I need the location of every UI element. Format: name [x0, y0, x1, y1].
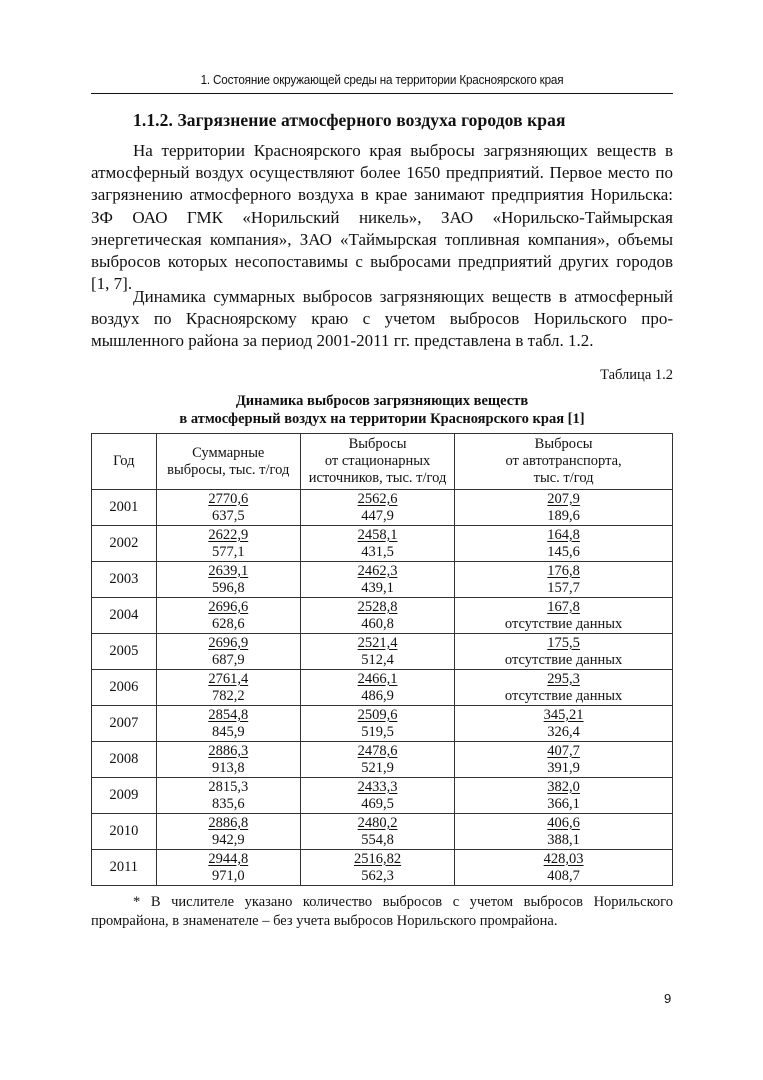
cell-year: 2004	[92, 598, 157, 634]
numerator: 295,3	[547, 670, 580, 687]
table-row	[92, 706, 673, 742]
header-total-line-2: выбросы, тыс. т/год	[167, 461, 290, 478]
denominator: 845,9	[211, 723, 245, 740]
denominator: отсутствие данных	[504, 651, 623, 668]
cell-transport	[455, 670, 673, 706]
denominator: 157,7	[547, 579, 580, 596]
denominator: 835,6	[211, 795, 245, 812]
header-stationary-line-1: Выбросы	[348, 436, 407, 452]
cell-total	[156, 670, 300, 706]
running-header: 1. Состояние окружающей среды на территории Красноярского края	[200, 72, 564, 87]
cell-transport	[455, 562, 673, 598]
cell-year: 2003	[92, 562, 157, 598]
numerator: 382,0	[547, 778, 580, 795]
cell-year: 2001	[92, 490, 157, 526]
numerator: 2509,6	[357, 706, 398, 723]
numerator: 2480,2	[357, 814, 398, 831]
header-stationary-line-2: от стационарных	[324, 453, 431, 469]
header-rule	[91, 93, 673, 94]
cell-stationary	[300, 670, 454, 706]
denominator: 521,9	[361, 759, 394, 776]
table-caption	[91, 392, 673, 428]
denominator: 512,4	[361, 651, 394, 668]
header-year	[92, 434, 157, 490]
numerator: 2854,8	[208, 706, 249, 723]
cell-stationary	[300, 490, 454, 526]
table-caption-line-1: Динамика выбросов загрязняющих веществ	[235, 393, 529, 409]
denominator: 439,1	[361, 579, 394, 596]
denominator: 447,9	[361, 507, 394, 524]
paragraph-1: На территории Красноярского края выбросы загрязняющих веществ в атмосферный воздух осуществляют более 1650 предприятий. Первое место по загрязнению атмосферного воздуха в крае занимают предприятия Норильска: ЗФ ОАО ГМК «Норильский никель», ЗАО «Норильско-Таймырская энергетическая компания», ЗАО «Таймырская топливная компания», объемы выбросов которых несопоставимы с выбросами предприятий других городов [1, 7].	[91, 141, 673, 294]
cell-transport	[455, 850, 673, 886]
cell-total	[156, 778, 300, 814]
denominator: 366,1	[547, 795, 580, 812]
cell-year: 2009	[92, 778, 157, 814]
numerator: 164,8	[547, 526, 580, 543]
cell-total	[156, 634, 300, 670]
numerator: 2761,4	[208, 670, 249, 687]
cell-total	[156, 526, 300, 562]
header-stationary-line-3: источников, тыс. т/год	[308, 470, 447, 486]
denominator: 577,1	[211, 543, 245, 560]
table-row	[92, 634, 673, 670]
numerator: 175,5	[547, 634, 580, 651]
header-transport	[455, 434, 673, 490]
denominator: 519,5	[361, 723, 394, 740]
cell-transport	[455, 706, 673, 742]
cell-transport	[455, 778, 673, 814]
cell-year: 2002	[92, 526, 157, 562]
cell-year: 2007	[92, 706, 157, 742]
table-row	[92, 670, 673, 706]
cell-year: 2006	[92, 670, 157, 706]
cell-total	[156, 562, 300, 598]
header-stationary	[300, 434, 454, 490]
denominator: 408,7	[547, 867, 580, 884]
denominator: 596,8	[211, 579, 245, 596]
cell-transport	[455, 742, 673, 778]
table-row	[92, 598, 673, 634]
table-row	[92, 814, 673, 850]
cell-stationary	[300, 598, 454, 634]
cell-transport	[455, 634, 673, 670]
cell-stationary	[300, 706, 454, 742]
cell-transport	[455, 526, 673, 562]
denominator: 913,8	[211, 759, 245, 776]
table-row	[92, 850, 673, 886]
numerator: 428,03	[543, 850, 584, 867]
cell-transport	[455, 814, 673, 850]
numerator: 345,21	[543, 706, 584, 723]
header-transport-line-3: тыс. т/год	[533, 470, 594, 486]
numerator: 2815,3	[208, 778, 249, 795]
table-caption-line-2: в атмосферный воздух на территории Красноярского края [1]	[179, 411, 585, 427]
numerator: 2696,9	[208, 634, 249, 651]
denominator: 326,4	[547, 723, 580, 740]
denominator: 431,5	[361, 543, 394, 560]
cell-stationary	[300, 562, 454, 598]
denominator: 637,5	[211, 507, 245, 524]
numerator: 2886,3	[208, 742, 249, 759]
denominator: 145,6	[547, 543, 580, 560]
numerator: 2458,1	[357, 526, 398, 543]
cell-transport	[455, 598, 673, 634]
table-footnote: * В числителе указано количество выбросов с учетом выбросов Норильского промрайона, в знаменателе – без учета выбросов Норильского промрайона.	[91, 894, 673, 929]
numerator: 2639,1	[208, 562, 249, 579]
denominator: 189,6	[547, 507, 580, 524]
denominator: 628,6	[211, 615, 245, 632]
cell-year: 2011	[92, 850, 157, 886]
numerator: 2521,4	[357, 634, 398, 651]
cell-total	[156, 598, 300, 634]
cell-stationary	[300, 814, 454, 850]
numerator: 2466,1	[357, 670, 398, 687]
cell-total	[156, 706, 300, 742]
table-label: Таблица 1.2	[600, 367, 673, 383]
cell-total	[156, 490, 300, 526]
numerator: 2478,6	[357, 742, 398, 759]
cell-total	[156, 850, 300, 886]
cell-transport	[455, 490, 673, 526]
table-header-row	[92, 434, 673, 490]
table-row	[92, 490, 673, 526]
cell-year: 2005	[92, 634, 157, 670]
denominator: 391,9	[547, 759, 580, 776]
numerator: 2886,8	[208, 814, 249, 831]
numerator: 2562,6	[357, 490, 398, 507]
table-row	[92, 526, 673, 562]
page-number: 9	[664, 991, 672, 1006]
numerator: 176,8	[547, 562, 580, 579]
cell-year: 2010	[92, 814, 157, 850]
numerator: 2516,82	[353, 850, 402, 867]
header-year-label: Год	[113, 453, 135, 469]
numerator: 2696,6	[208, 598, 249, 615]
numerator: 167,8	[547, 598, 580, 615]
numerator: 2770,6	[208, 490, 249, 507]
header-total-line-1: Суммарные	[192, 444, 265, 461]
denominator: 942,9	[211, 831, 245, 848]
numerator: 406,6	[547, 814, 580, 831]
denominator: 469,5	[361, 795, 394, 812]
header-transport-line-1: Выбросы	[534, 436, 593, 452]
table-row	[92, 778, 673, 814]
cell-stationary	[300, 526, 454, 562]
cell-stationary	[300, 634, 454, 670]
denominator: 554,8	[361, 831, 394, 848]
table-row	[92, 742, 673, 778]
numerator: 207,9	[547, 490, 580, 507]
numerator: 407,7	[547, 742, 580, 759]
cell-total	[156, 814, 300, 850]
denominator: 486,9	[361, 687, 394, 704]
table-row	[92, 562, 673, 598]
denominator: 562,3	[361, 867, 394, 884]
paragraph-2: Динамика суммарных выбросов загрязняющих веществ в атмосферный воздух по Красноярскому краю с учетом выбросов Норильского промышленного района за период 2001-2011 гг. представлена в табл. 1.2.	[91, 287, 673, 351]
denominator: отсутствие данных	[504, 615, 623, 632]
section-title: 1.1.2. Загрязнение атмосферного воздуха городов края	[133, 110, 566, 130]
numerator: 2622,9	[208, 526, 249, 543]
numerator: 2462,3	[357, 562, 398, 579]
cell-stationary	[300, 850, 454, 886]
header-total	[156, 434, 300, 490]
header-transport-line-2: от автотранспорта,	[505, 453, 622, 469]
denominator: 971,0	[211, 867, 245, 884]
cell-stationary	[300, 742, 454, 778]
cell-total	[156, 742, 300, 778]
cell-stationary	[300, 778, 454, 814]
numerator: 2528,8	[357, 598, 398, 615]
denominator: отсутствие данных	[504, 687, 623, 704]
denominator: 388,1	[547, 831, 580, 848]
denominator: 782,2	[211, 687, 245, 704]
denominator: 687,9	[211, 651, 245, 668]
numerator: 2944,8	[208, 850, 249, 867]
emissions-table	[91, 433, 673, 886]
denominator: 460,8	[361, 615, 394, 632]
cell-year: 2008	[92, 742, 157, 778]
numerator: 2433,3	[357, 778, 398, 795]
